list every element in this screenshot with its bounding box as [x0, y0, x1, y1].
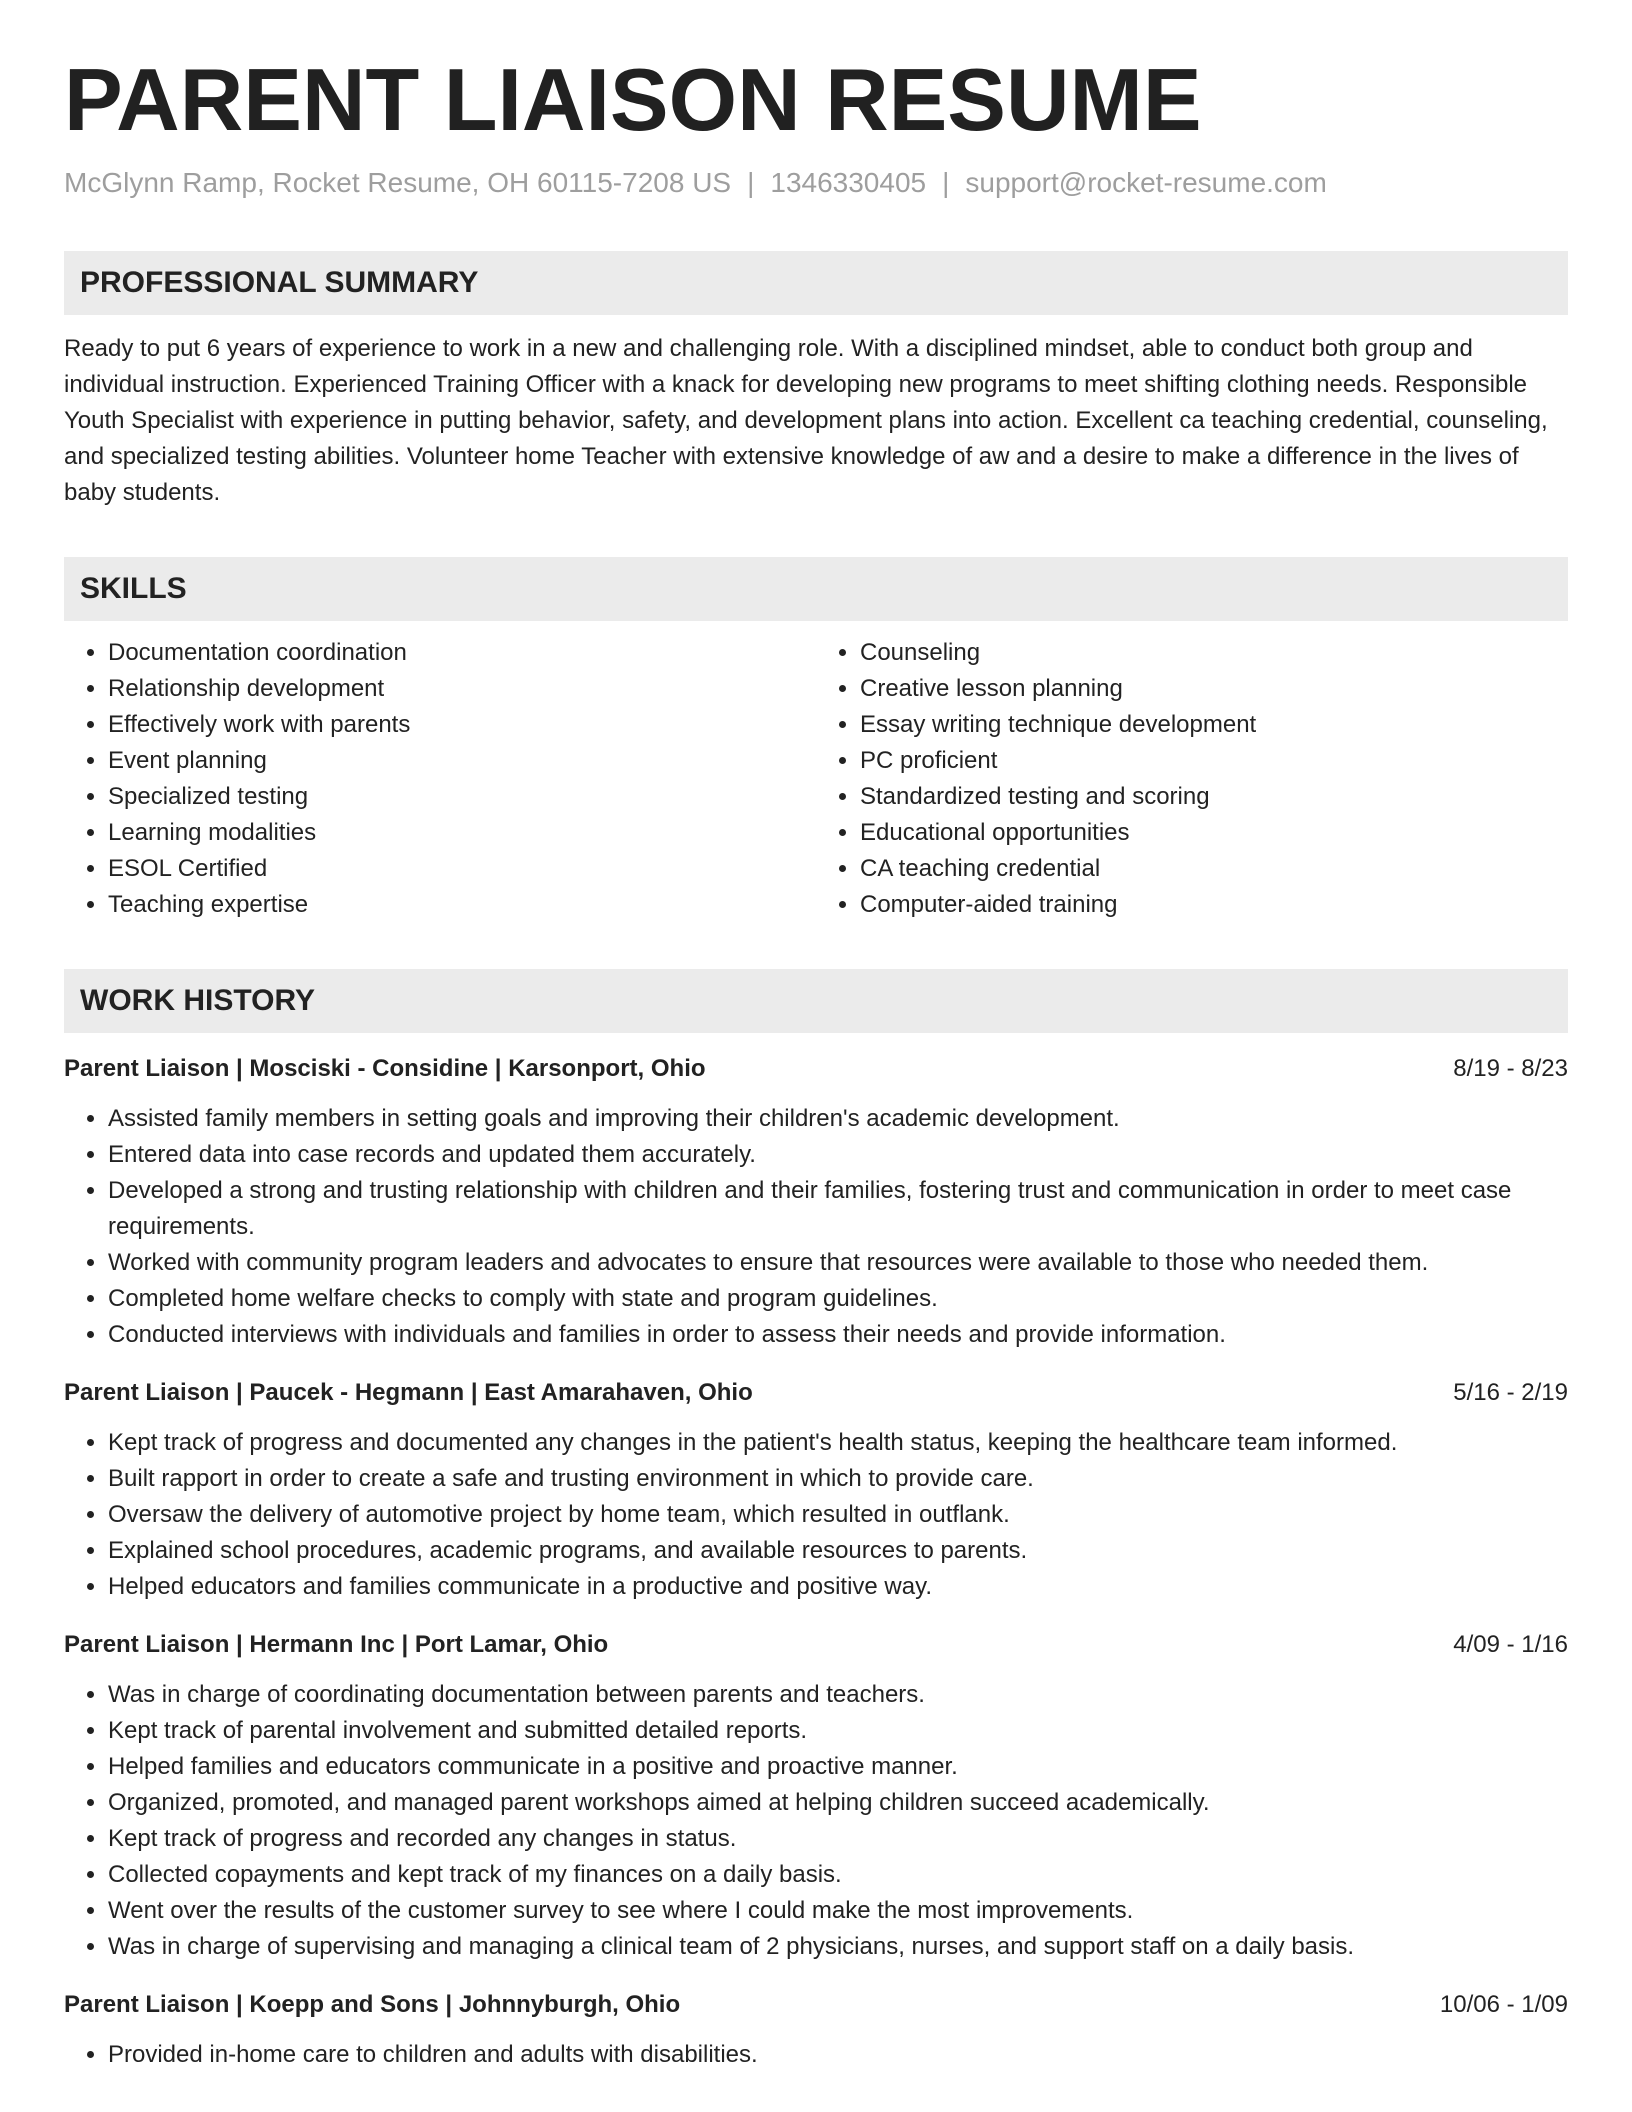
- job-entry: [64, 1375, 1568, 1605]
- job-bullet: • Oversaw the delivery of automotive project by home team, which resulted in outflank.: [108, 1497, 1568, 1533]
- skill-item: • Learning modalities: [108, 815, 816, 851]
- job-bullet: • Kept track of progress and recorded any changes in status.: [108, 1821, 1568, 1857]
- contact-phone: 1346330405: [770, 166, 927, 198]
- job-bullet: • Developed a strong and trusting relationship with children and their families, fostering trust and communication in order to meet case requirements.: [108, 1173, 1568, 1245]
- job-entry: [64, 1987, 1568, 2073]
- skill-item: • Documentation coordination: [108, 635, 816, 671]
- job-dates: 10/06 - 1/09: [1439, 1991, 1568, 2019]
- job-dates: 8/19 - 8/23: [1453, 1055, 1568, 1083]
- job-bullet: • Kept track of progress and documented any changes in the patient's health status, keeping the healthcare team informed.: [108, 1425, 1568, 1461]
- skill-item: • Standardized testing and scoring: [860, 779, 1568, 815]
- job-bullet: • Helped educators and families communicate in a productive and positive way.: [108, 1569, 1568, 1605]
- job-bullet: • Provided in-home care to children and adults with disabilities.: [108, 2037, 1568, 2073]
- work-history-heading: WORK HISTORY: [64, 969, 1568, 1033]
- skill-item: • Counseling: [860, 635, 1568, 671]
- skill-item: • ESOL Certified: [108, 851, 816, 887]
- job-bullets: [64, 1101, 1568, 1353]
- job-bullet: • Completed home welfare checks to comply with state and program guidelines.: [108, 1281, 1568, 1317]
- skill-item: • CA teaching credential: [860, 851, 1568, 887]
- job-title: Parent Liaison | Koepp and Sons | Johnnyburgh, Ohio: [64, 1991, 681, 2019]
- skills-heading: SKILLS: [64, 557, 1568, 621]
- skills-list-left: [64, 635, 816, 923]
- skill-item: • Relationship development: [108, 671, 816, 707]
- job-entry: [64, 1627, 1568, 1965]
- job-title: Parent Liaison | Mosciski - Considine | Karsonport, Ohio: [64, 1055, 706, 1083]
- job-header: [64, 1627, 1568, 1663]
- job-bullet: • Was in charge of coordinating documentation between parents and teachers.: [108, 1677, 1568, 1713]
- job-bullet: • Entered data into case records and updated them accurately.: [108, 1137, 1568, 1173]
- job-bullet: • Conducted interviews with individuals and families in order to assess their needs and provide information.: [108, 1317, 1568, 1353]
- skill-item: • Effectively work with parents: [108, 707, 816, 743]
- job-bullet: • Explained school procedures, academic programs, and available resources to parents.: [108, 1533, 1568, 1569]
- job-bullet: • Assisted family members in setting goals and improving their children's academic development.: [108, 1101, 1568, 1137]
- skill-item: • Educational opportunities: [860, 815, 1568, 851]
- job-dates: 5/16 - 2/19: [1453, 1379, 1568, 1407]
- job-header: [64, 1987, 1568, 2023]
- skills-columns: [64, 635, 1568, 923]
- skills-list-right: [816, 635, 1568, 923]
- summary-heading: PROFESSIONAL SUMMARY: [64, 251, 1568, 315]
- contact-line: [64, 165, 1568, 201]
- skill-item: • Specialized testing: [108, 779, 816, 815]
- skill-item: • Essay writing technique development: [860, 707, 1568, 743]
- job-bullet: • Went over the results of the customer survey to see where I could make the most improvements.: [108, 1893, 1568, 1929]
- skill-item: • Event planning: [108, 743, 816, 779]
- job-header: [64, 1051, 1568, 1087]
- contact-address: McGlynn Ramp, Rocket Resume, OH 60115-7208 US: [64, 166, 732, 198]
- job-bullet: • Kept track of parental involvement and submitted detailed reports.: [108, 1713, 1568, 1749]
- job-title: Parent Liaison | Paucek - Hegmann | East Amarahaven, Ohio: [64, 1379, 753, 1407]
- skill-item: • Teaching expertise: [108, 887, 816, 923]
- summary-text: Ready to put 6 years of experience to work in a new and challenging role. With a disciplined mindset, able to conduct both group and individual instruction. Experienced Training Officer with a knack for developing new programs to meet shifting clothing needs. Responsible Youth Specialist with experience in putting behavior, safety, and development plans into action. Excellent ca teaching credential, counseling, and specialized testing abilities. Volunteer home Teacher with extensive knowledge of aw and a desire to make a difference in the lives of baby students.: [64, 335, 1548, 507]
- job-bullet: • Organized, promoted, and managed parent workshops aimed at helping children succeed academically.: [108, 1785, 1568, 1821]
- job-bullet: • Helped families and educators communicate in a positive and proactive manner.: [108, 1749, 1568, 1785]
- job-bullet: • Built rapport in order to create a safe and trusting environment in which to provide care.: [108, 1461, 1568, 1497]
- job-bullets: [64, 2037, 1568, 2073]
- job-bullets: [64, 1677, 1568, 1965]
- contact-separator: |: [942, 166, 950, 198]
- skill-item: • PC proficient: [860, 743, 1568, 779]
- skill-item: • Computer-aided training: [860, 887, 1568, 923]
- contact-separator: |: [747, 166, 755, 198]
- job-dates: 4/09 - 1/16: [1453, 1631, 1568, 1659]
- job-bullet: • Collected copayments and kept track of my finances on a daily basis.: [108, 1857, 1568, 1893]
- job-bullet: • Was in charge of supervising and managing a clinical team of 2 physicians, nurses, and support staff on a daily basis.: [108, 1929, 1568, 1965]
- resume-title: PARENT LIAISON RESUME: [64, 50, 1202, 149]
- job-bullets: [64, 1425, 1568, 1605]
- job-title: Parent Liaison | Hermann Inc | Port Lamar, Ohio: [64, 1631, 609, 1659]
- skill-item: • Creative lesson planning: [860, 671, 1568, 707]
- contact-email: support@rocket-resume.com: [965, 166, 1327, 198]
- job-bullet: • Worked with community program leaders and advocates to ensure that resources were available to those who needed them.: [108, 1245, 1568, 1281]
- job-header: [64, 1375, 1568, 1411]
- job-entry: [64, 1051, 1568, 1353]
